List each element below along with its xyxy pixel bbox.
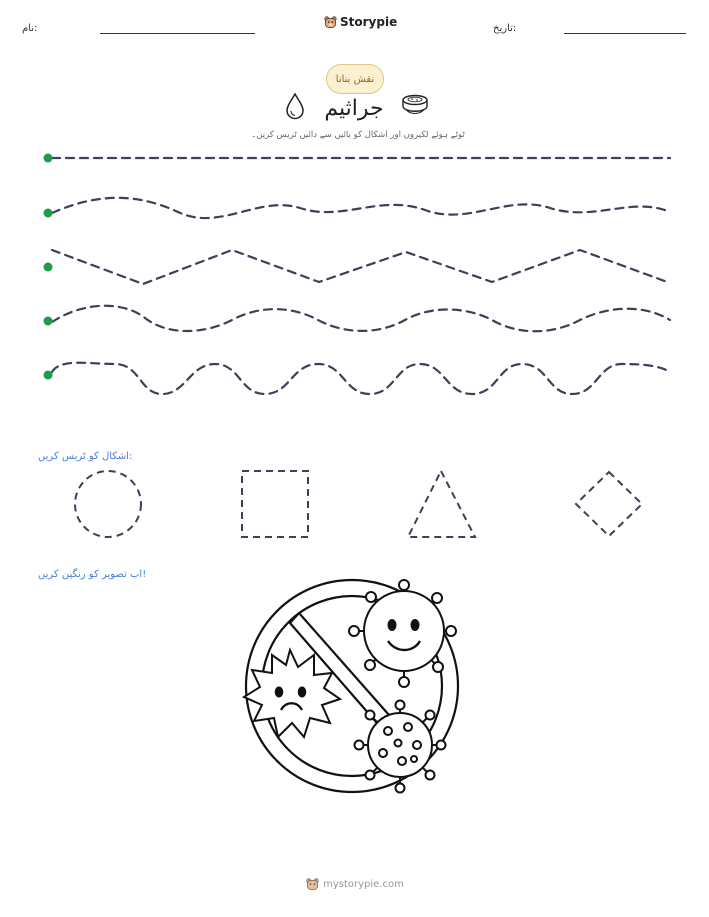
footer-site[interactable]: mystorypie.com — [323, 879, 404, 890]
petri-dish-icon — [400, 91, 430, 119]
activity-badge: نقش بنانا — [326, 64, 384, 94]
start-dot — [44, 209, 53, 218]
shape-tracing-area — [0, 460, 709, 550]
dotted-virus[interactable] — [355, 701, 446, 793]
start-dot — [44, 317, 53, 326]
brand-bear-icon — [324, 16, 337, 29]
brand-name: Storypie — [340, 15, 398, 29]
trace-triangle[interactable] — [408, 471, 475, 537]
trace-square[interactable] — [242, 471, 308, 537]
date-label: تاریخ: — [493, 23, 517, 34]
trace-line-wave-1[interactable] — [52, 198, 670, 218]
trace-circle[interactable] — [75, 471, 141, 537]
name-label: نام: — [22, 23, 38, 34]
name-field-line[interactable] — [100, 33, 255, 34]
trace-line-wave-3[interactable] — [52, 363, 670, 394]
start-dot — [44, 154, 53, 163]
footer-brand — [300, 878, 410, 891]
brand-logo — [324, 15, 397, 29]
tracing-lines-area — [0, 140, 709, 400]
brand-bear-icon — [306, 878, 319, 891]
date-field-line[interactable] — [564, 33, 686, 34]
trace-line-zigzag[interactable] — [52, 250, 670, 284]
trace-diamond[interactable] — [576, 472, 642, 536]
water-drop-icon — [284, 92, 306, 120]
instructions: ٹوٹے ہوئے لکیروں اور اشکال کو بائیں سے دائیں ٹریس کریں۔ — [251, 130, 465, 140]
start-dot — [44, 263, 53, 272]
start-dot — [44, 371, 53, 380]
worksheet-title: جراثیم — [324, 96, 384, 121]
germs-coloring-illustration[interactable] — [242, 575, 467, 797]
trace-line-wave-2[interactable] — [52, 306, 670, 332]
shapes-section-label: اشکال کو ٹریس کریں: — [38, 451, 133, 462]
coloring-section-label: اب تصویر کو رنگین کریں! — [38, 569, 147, 580]
